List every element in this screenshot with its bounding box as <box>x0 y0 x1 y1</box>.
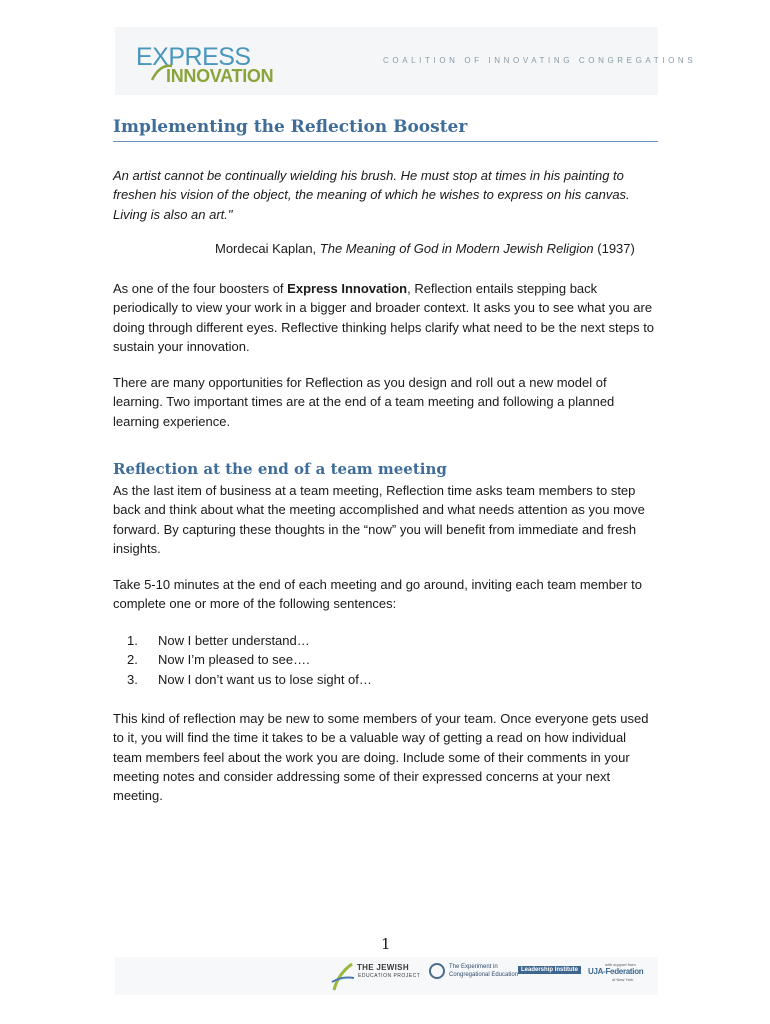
attribution-author: Mordecai Kaplan, <box>215 241 320 256</box>
logo-express-text: EXPRESS <box>136 43 251 71</box>
paragraph-intro <box>113 279 658 356</box>
footer-jep-line1: THE JEWISH <box>357 963 409 972</box>
attribution-work: The Meaning of God in Modern Jewish Religion <box>319 241 594 256</box>
list-item-text: Now I don’t want us to lose sight of… <box>158 671 372 687</box>
footer-jep-line2: EDUCATION PROJECT <box>358 973 421 979</box>
section-heading: Reflection at the end of a team meeting <box>113 460 447 478</box>
quote-attribution <box>0 239 770 258</box>
jewish-education-project-logo-icon <box>330 960 356 992</box>
para1-text-end: , Reflection entails stepping back periodically to view your work in a bigger and broader context. It asks you to see what you are doing through different eyes. Reflective thinking helps clarify what need to be the next steps to sustain your innovation. <box>113 281 655 354</box>
title-divider <box>113 141 658 142</box>
para1-text-start: As one of the four boosters of <box>113 281 288 296</box>
list-item-number: 3. <box>127 671 138 687</box>
attribution-year: (1937) <box>593 241 635 256</box>
list-item <box>127 650 372 669</box>
list-item-number: 1. <box>127 633 138 648</box>
sentence-list <box>127 631 372 689</box>
footer-experiment-line1: The Experiment in <box>449 964 498 970</box>
header-tagline: COALITION OF INNOVATING CONGREGATIONS <box>383 56 697 65</box>
list-item-number: 2. <box>127 652 138 668</box>
page-number: 1 <box>381 935 391 953</box>
list-item <box>127 631 372 650</box>
footer-experiment-line2: Congregational Education <box>449 972 519 978</box>
document-title: Implementing the Reflection Booster <box>113 117 468 137</box>
paragraph-take-minutes: Take 5-10 minutes at the end of each meeting and go around, inviting each team member to complete one or more of the following sentences: <box>113 577 642 612</box>
list-item-text: Now I’m pleased to see…. <box>158 652 310 668</box>
footer-leadership-institute: Leadership Institute <box>518 966 581 974</box>
paragraph-new-reflection: This kind of reflection may be new to some members of your team. Once everyone gets used to it, you will find the time it takes to be a valuable way of getting a read on how individual team members feel about the work you are doing. Include some of their comments in your meeting notes and consider addressing some of their expressed concerns at your next meeting. <box>113 711 649 804</box>
paragraph-opportunities: There are many opportunities for Reflection as you design and roll out a new model of learning. Two important times are at the end of a team meeting and following a planned learning experience. <box>113 375 615 429</box>
footer-fed-support: with support from <box>605 962 636 967</box>
list-item-text: Now I better understand… <box>158 633 310 648</box>
footer-fed-sub: of New York <box>612 977 634 982</box>
paragraph-last-item: As the last item of business at a team meeting, Reflection time asks team members to step back and think about what the meeting accomplished and what needs attention as you move forward. By capturing these thoughts in the “now” you will benefit from immediate and fresh insights. <box>113 483 645 556</box>
experiment-seal-icon <box>429 963 445 979</box>
para1-bold: Express Innovation <box>287 281 408 296</box>
list-item <box>127 670 372 689</box>
logo-innovation-text: INNOVATION <box>166 66 274 86</box>
footer-fed-logo: UJA-Federation <box>588 967 644 976</box>
opening-quote: An artist cannot be continually wielding his brush. He must stop at times in his painting to freshen his vision of the object, the meaning of which he wishes to express on his canvas. Living is also an art." <box>113 168 630 222</box>
